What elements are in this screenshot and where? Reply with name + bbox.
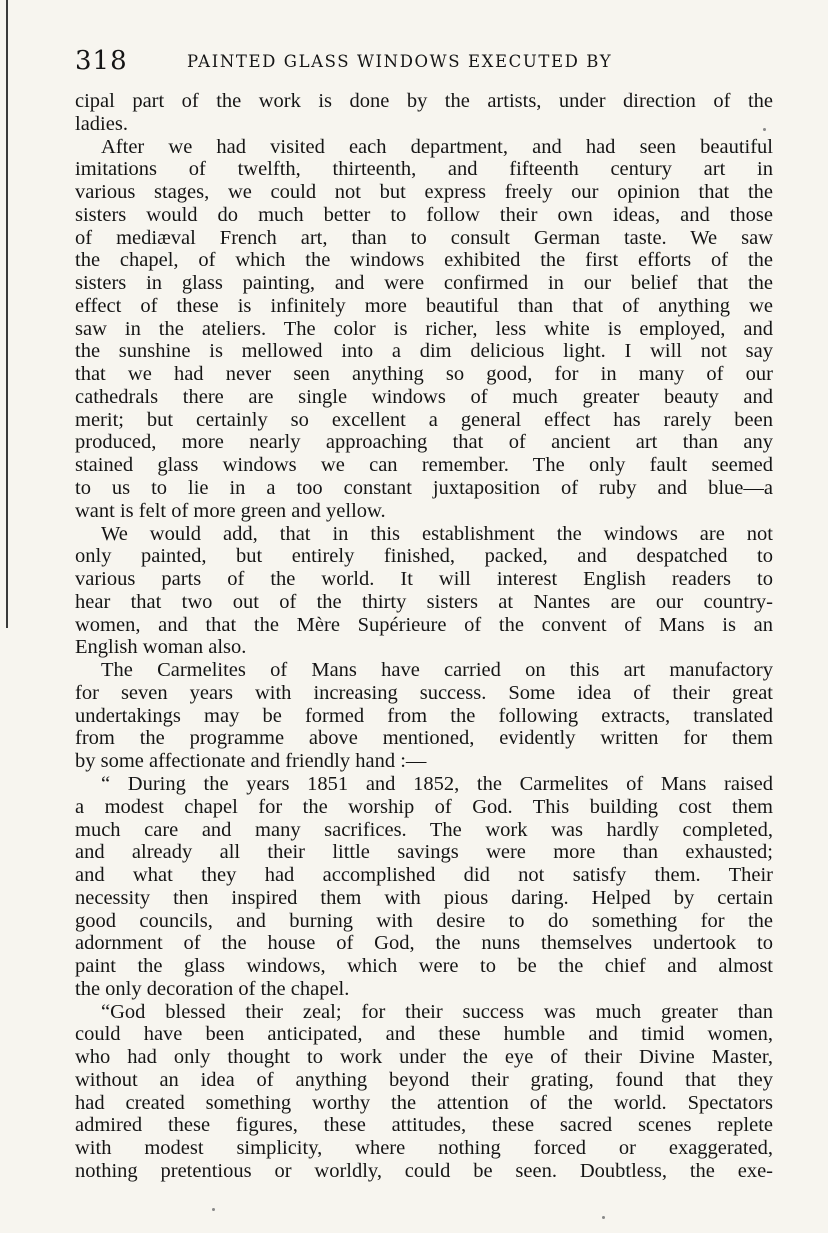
- text-line: After we had visited each department, and had seen beautiful: [101, 135, 773, 158]
- text-line: effect of these is infinitely more beautiful than that of anything we: [75, 294, 773, 317]
- text-line: much care and many sacrifices. The work was hardly completed,: [75, 818, 773, 841]
- text-line: had created something worthy the attention of the world. Spectators: [75, 1091, 773, 1114]
- text-line: cipal part of the work is done by the artists, under direction of the: [75, 90, 773, 112]
- text-line: “ During the years 1851 and 1852, the Carmelites of Mans raised: [101, 772, 773, 795]
- print-speck: [212, 1208, 215, 1211]
- text-line: hear that two out of the thirty sisters at Nantes are our country-: [75, 590, 773, 613]
- text-line: the sunshine is mellowed into a dim delicious light. I will not say: [75, 340, 773, 363]
- text-line: sisters in glass painting, and were confirmed in our belief that the: [75, 272, 773, 295]
- text-line: imitations of twelfth, thirteenth, and fifteenth century art in: [75, 158, 773, 181]
- text-line: only painted, but entirely finished, packed, and despatched to: [75, 545, 773, 568]
- text-line: with modest simplicity, where nothing forced or exaggerated,: [75, 1137, 773, 1160]
- text-line: women, and that the Mère Supérieure of the convent of Mans is an: [75, 613, 773, 636]
- text-line: paint the glass windows, which were to be the chief and almost: [75, 955, 773, 978]
- print-speck: [602, 1216, 605, 1219]
- text-line: from the programme above mentioned, evidently written for them: [75, 727, 773, 750]
- text-line: admired these figures, these attitudes, these sacred scenes replete: [75, 1114, 773, 1137]
- text-line: without an idea of anything beyond their grating, found that they: [75, 1068, 773, 1091]
- text-line: adornment of the house of God, the nuns themselves undertook to: [75, 932, 773, 955]
- text-line: We would add, that in this establishment the windows are not: [101, 522, 773, 545]
- text-line: for seven years with increasing success. Some idea of their great: [75, 681, 773, 704]
- page-header: [75, 46, 775, 82]
- text-line: the chapel, of which the windows exhibited the first efforts of the: [75, 249, 773, 272]
- text-line: who had only thought to work under the eye of their Divine Master,: [75, 1046, 773, 1069]
- text-line: of mediæval French art, than to consult German taste. We saw: [75, 226, 773, 249]
- text-line: and what they had accomplished did not satisfy them. Their: [75, 864, 773, 887]
- text-line: good councils, and burning with desire to do something for the: [75, 909, 773, 932]
- text-line: produced, more nearly approaching that of ancient art than any: [75, 431, 773, 454]
- text-line: could have been anticipated, and these humble and timid women,: [75, 1023, 773, 1046]
- page-edge-rule: [6, 0, 8, 628]
- text-line: by some affectionate and friendly hand :—: [75, 750, 427, 773]
- text-line: saw in the ateliers. The color is richer, less white is employed, and: [75, 317, 773, 340]
- text-line: merit; but certainly so excellent a general effect has rarely been: [75, 408, 773, 431]
- print-speck: [763, 128, 766, 131]
- text-line: the only decoration of the chapel.: [75, 977, 350, 1000]
- text-line: nothing pretentious or worldly, could be seen. Doubtless, the exe-: [75, 1159, 773, 1182]
- text-line: various parts of the world. It will interest English readers to: [75, 568, 773, 591]
- text-line: “God blessed their zeal; for their success was much greater than: [101, 1000, 773, 1023]
- text-line: sisters would do much better to follow their own ideas, and those: [75, 203, 773, 226]
- text-line: The Carmelites of Mans have carried on this art manufactory: [101, 659, 773, 682]
- text-line: to us to lie in a too constant juxtaposition of ruby and blue—a: [75, 477, 773, 500]
- text-line: undertakings may be formed from the following extracts, translated: [75, 704, 773, 727]
- body-text: [75, 90, 773, 1183]
- text-line: various stages, we could not but express freely our opinion that the: [75, 181, 773, 204]
- text-line: necessity then inspired them with pious daring. Helped by certain: [75, 886, 773, 909]
- text-line: that we had never seen anything so good, for in many of our: [75, 363, 773, 386]
- page-number: 318: [75, 46, 128, 76]
- text-line: English woman also.: [75, 636, 247, 659]
- text-line: stained glass windows we can remember. The only fault seemed: [75, 454, 773, 477]
- text-line: and already all their little savings were more than exhausted;: [75, 841, 773, 864]
- text-line: a modest chapel for the worship of God. This building cost them: [75, 795, 773, 818]
- text-line: want is felt of more green and yellow.: [75, 499, 386, 522]
- text-line: ladies.: [75, 112, 128, 135]
- running-head: PAINTED GLASS WINDOWS EXECUTED BY: [187, 52, 613, 71]
- text-line: cathedrals there are single windows of much greater beauty and: [75, 385, 773, 408]
